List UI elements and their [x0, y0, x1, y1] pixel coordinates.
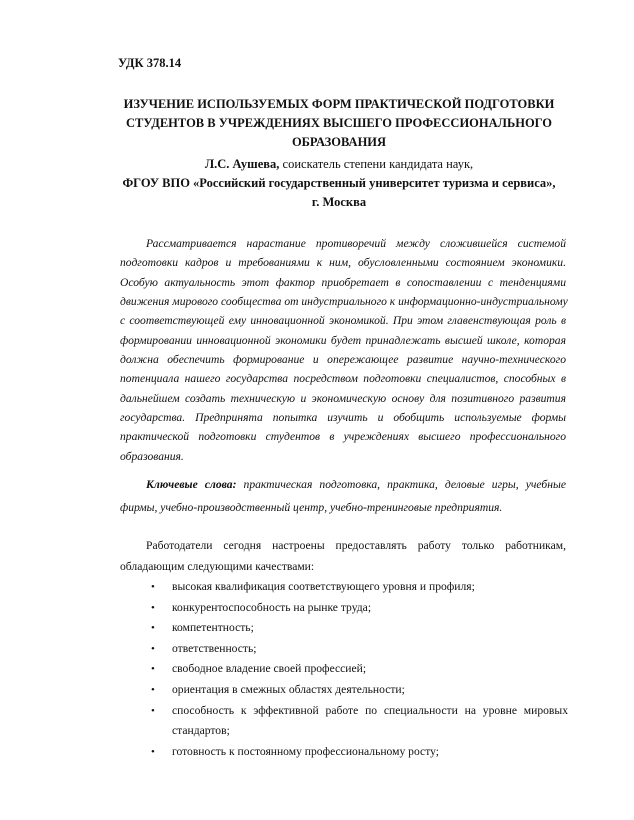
list-item — [148, 577, 568, 598]
abstract-line: движения мирового сообщества от индустриального к информационно-индустриальному — [120, 295, 568, 309]
abstract-line: подготовки кадров и требованиями к ним, обусловленными состоянием экономики. — [120, 256, 566, 270]
bullet-icon: • — [151, 663, 155, 676]
list-item-text: свободное владение своей профессией; — [172, 662, 367, 676]
list-item-text: ответственность; — [172, 641, 257, 655]
bullet-icon: • — [151, 683, 155, 696]
bullet-icon: • — [151, 745, 155, 758]
abstract-line: с соответствующей ему инновационной экономикой. При этом главенствующая роль в — [120, 314, 566, 328]
bullet-icon: • — [151, 601, 155, 614]
list-item — [148, 701, 568, 742]
title-line: ИЗУЧЕНИЕ ИСПОЛЬЗУЕМЫХ ФОРМ ПРАКТИЧЕСКОЙ ПОДГОТОВКИ — [123, 97, 555, 111]
list-item-continuation: стандартов; — [172, 724, 230, 738]
list-item — [148, 598, 568, 619]
list-item — [148, 659, 568, 680]
keywords-line — [120, 473, 566, 496]
list-item — [148, 639, 568, 660]
author-line — [60, 155, 618, 174]
list-item-text: конкурентоспособность на рынке труда; — [172, 600, 372, 614]
bullet-icon: • — [151, 622, 155, 635]
abstract-line: дальнейшем создать техническую и экономическую основу для позитивного развития — [120, 391, 566, 405]
author-name: Л.С. Аушева, — [204, 157, 280, 171]
keywords-text: практическая подготовка, практика, деловые игры, учебные — [236, 478, 566, 491]
list-item — [148, 618, 568, 639]
intro-line: обладающим следующими качествами: — [120, 560, 315, 573]
list-item-text: способность к эффективной работе по специальности на уровне мировых — [172, 703, 568, 717]
intro-paragraph — [120, 535, 566, 577]
bullet-icon: • — [151, 581, 155, 593]
list-item — [148, 742, 568, 763]
abstract-line: формировании инновационной экономики будет принадлежать высшей школе, которая — [120, 333, 566, 347]
abstract — [120, 234, 566, 466]
keywords-line: фирмы, учебно-производственный центр, учебно-тренинговые предприятия. — [120, 501, 503, 514]
title-line: ОБРАЗОВАНИЯ — [291, 135, 387, 149]
article-title — [100, 95, 578, 152]
list-item-text: готовность к постоянному профессиональному росту; — [172, 744, 439, 758]
author-block — [60, 155, 618, 212]
keywords-label: Ключевые слова: — [146, 478, 237, 491]
abstract-line: Рассматривается нарастание противоречий между сложившейся системой — [146, 237, 566, 250]
author-position: соискатель степени кандидата наук, — [279, 157, 474, 171]
list-item — [148, 680, 568, 701]
title-line: СТУДЕНТОВ В УЧРЕЖДЕНИЯХ ВЫСШЕГО ПРОФЕССИОНАЛЬНОГО — [125, 116, 553, 130]
udk-code: УДК 378.14 — [118, 56, 182, 70]
abstract-line: образования. — [120, 449, 184, 463]
abstract-line: потенциала нашего государства посредством подготовки специалистов, способных в — [120, 372, 566, 386]
intro-line: Работодатели сегодня настроены предоставлять работу только работникам, — [146, 539, 566, 552]
list-item-text: ориентация в смежных областях деятельности; — [172, 682, 405, 696]
abstract-line: Особую актуальность этот фактор приобретает в сопоставлении с тенденциями — [120, 275, 566, 289]
abstract-line: должна обеспечить формирование и опережающее развитие научно-технического — [120, 353, 566, 367]
keywords — [120, 473, 566, 519]
bullet-icon: • — [151, 642, 155, 655]
list-item-text: компетентность; — [172, 621, 254, 635]
list-item-text: высокая квалификация соответствующего уровня и профиля; — [172, 580, 475, 593]
bullet-icon: • — [151, 704, 155, 717]
abstract-line: государства. Предпринята попытка изучить и обобщить используемые формы — [120, 411, 566, 425]
author-institution: ФГОУ ВПО «Российский государственный университет туризма и сервиса», — [122, 176, 556, 190]
qualities-list — [148, 577, 568, 762]
abstract-line: практической подготовки студентов в учреждениях высшего профессионального — [120, 430, 566, 444]
author-city: г. Москва — [311, 195, 367, 209]
